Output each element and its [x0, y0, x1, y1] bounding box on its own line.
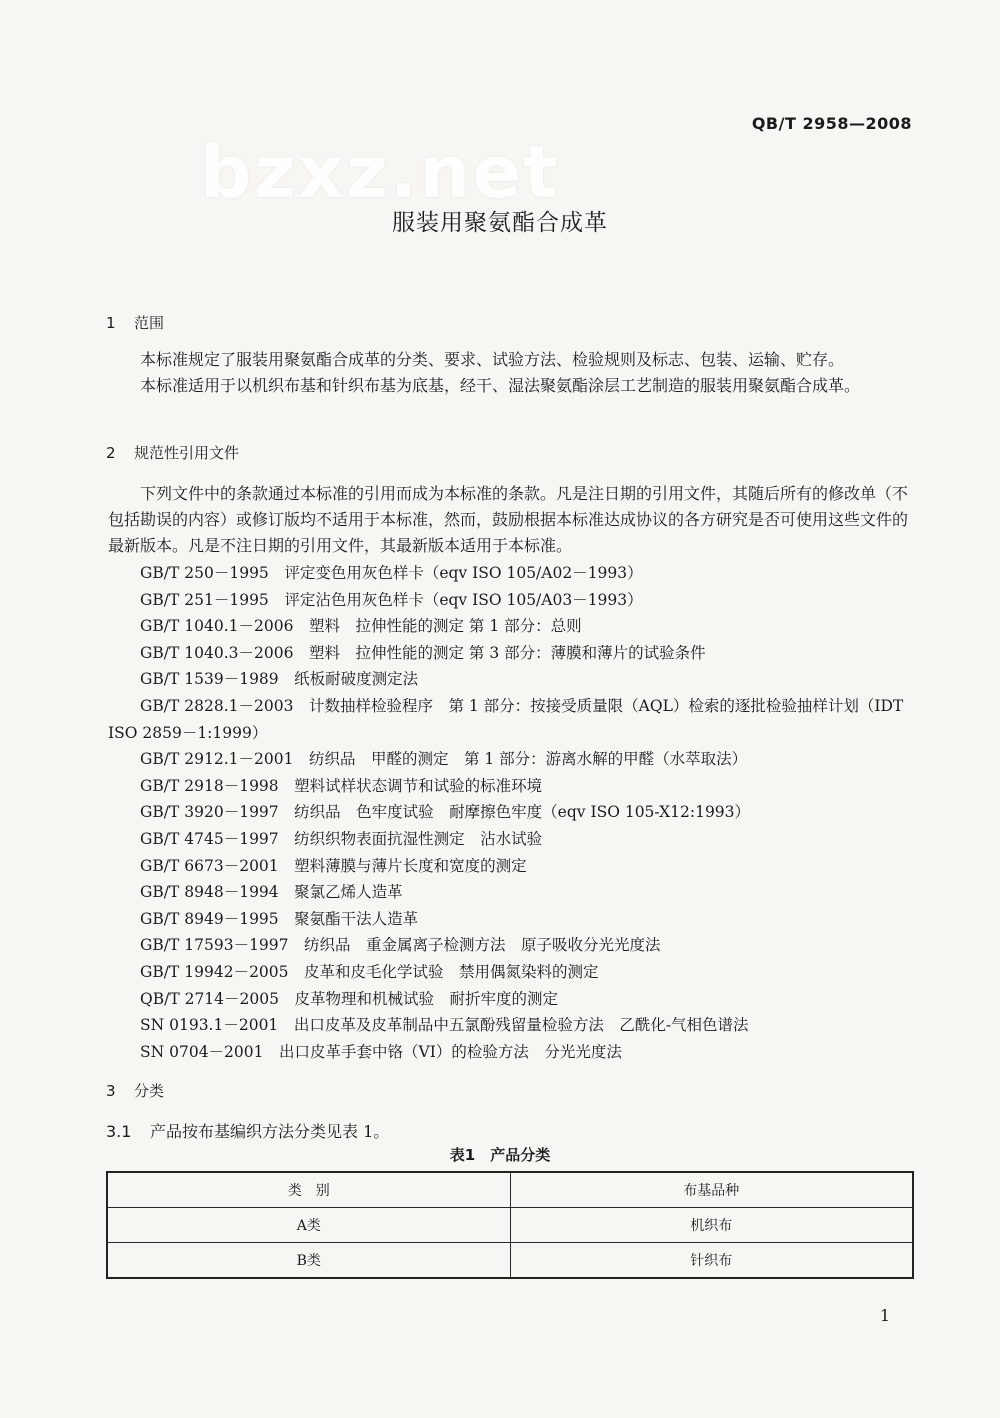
reference-item: GB/T 2918－1998 塑料试样状态调节和试验的标准环境 — [140, 776, 543, 795]
section-1-heading — [106, 312, 164, 333]
table-row — [107, 1208, 913, 1243]
table-header-cell: 类 别 — [107, 1172, 510, 1208]
table-cell: 机织布 — [510, 1208, 913, 1243]
subclause-3-1 — [106, 1119, 389, 1142]
reference-item: GB/T 250－1995 评定变色用灰色样卡（eqv ISO 105/A02－1993） — [140, 564, 643, 582]
section-title: 分类 — [134, 1082, 165, 1100]
reference-item: GB/T 17593－1997 纺织品 重金属离子检测方法 原子吸收分光光度法 — [140, 936, 661, 955]
table-cell: 针织布 — [510, 1243, 913, 1279]
reference-item: GB/T 8949－1995 聚氨酯干法人造革 — [140, 909, 419, 928]
section-title: 规范性引用文件 — [134, 444, 240, 462]
section-2-heading — [106, 442, 239, 463]
reference-item: GB/T 4745－1997 纺织织物表面抗湿性测定 沾水试验 — [140, 829, 543, 848]
section-number: 2 — [106, 444, 116, 462]
page-number: 1 — [879, 1306, 890, 1325]
table-cell: A类 — [107, 1208, 510, 1243]
section-2-intro: 下列文件中的条款通过本标准的引用而成为本标准的条款。凡是注日期的引用文件，其随后所有的修改单（不包括勘误的内容）或修订版均不适用于本标准，然而，鼓励根据本标准达成协议的各方研究是否可使用这些文件的最新版本。凡是不注日期的引用文件，其最新版本适用于本标准。 — [108, 484, 909, 555]
subclause-text: 产品按布基编织方法分类见表 1。 — [150, 1122, 390, 1141]
reference-item: SN 0193.1－2001 出口皮革及皮革制品中五氯酚残留量检验方法 乙酰化-气相色谱法 — [140, 1016, 749, 1035]
reference-item: SN 0704－2001 出口皮革手套中铬（VI）的检验方法 分光光度法 — [140, 1042, 622, 1061]
watermark: bzxz.net — [200, 130, 560, 214]
table-row — [107, 1243, 913, 1279]
classification-table — [106, 1171, 914, 1279]
standard-code: QB/T 2958—2008 — [751, 114, 912, 133]
reference-item: GB/T 251－1995 评定沾色用灰色样卡（eqv ISO 105/A03－1993） — [140, 590, 643, 609]
section-1-paragraph-1: 本标准规定了服装用聚氨酯合成革的分类、要求、试验方法、检验规则及标志、包装、运输、贮存。 — [140, 350, 845, 369]
reference-item: GB/T 2912.1－2001 纺织品 甲醛的测定 第 1 部分：游离水解的甲醛（水萃取法） — [140, 750, 748, 769]
reference-item: GB/T 8948－1994 聚氯乙烯人造革 — [140, 883, 403, 902]
section-title: 范围 — [134, 314, 165, 332]
section-3-heading — [106, 1080, 164, 1101]
reference-list — [108, 560, 913, 1065]
table-header-row — [107, 1172, 913, 1208]
reference-item: QB/T 2714－2005 皮革物理和机械试验 耐折牢度的测定 — [140, 989, 559, 1008]
table-caption: 表1 产品分类 — [449, 1146, 551, 1164]
reference-item: GB/T 1040.1－2006 塑料 拉伸性能的测定 第 1 部分：总则 — [140, 617, 582, 636]
reference-item: GB/T 1040.3－2006 塑料 拉伸性能的测定 第 3 部分：薄膜和薄片的试验条件 — [140, 643, 706, 662]
subclause-number: 3.1 — [106, 1122, 132, 1141]
reference-item: GB/T 1539－1989 纸板耐破度测定法 — [140, 670, 419, 689]
section-number: 1 — [106, 314, 116, 332]
reference-item: GB/T 3920－1997 纺织品 色牢度试验 耐摩擦色牢度（eqv ISO 105-X12:1993） — [140, 803, 751, 822]
reference-item: GB/T 19942－2005 皮革和皮毛化学试验 禁用偶氮染料的测定 — [140, 962, 599, 981]
reference-item: GB/T 2828.1－2003 计数抽样检验程序 第 1 部分：按接受质量限（AQL）检索的逐批检验抽样计划（IDT ISO 2859－1:1999） — [108, 696, 904, 742]
table-header-cell: 布基品种 — [510, 1172, 913, 1208]
table-cell: B类 — [107, 1243, 510, 1279]
document-title: 服装用聚氨酯合成革 — [392, 210, 608, 236]
section-1-paragraph-2: 本标准适用于以机织布基和针织布基为底基，经干、湿法聚氨酯涂层工艺制造的服装用聚氨酯合成革。 — [140, 376, 861, 395]
section-number: 3 — [106, 1082, 116, 1100]
reference-item: GB/T 6673－2001 塑料薄膜与薄片长度和宽度的测定 — [140, 856, 527, 875]
